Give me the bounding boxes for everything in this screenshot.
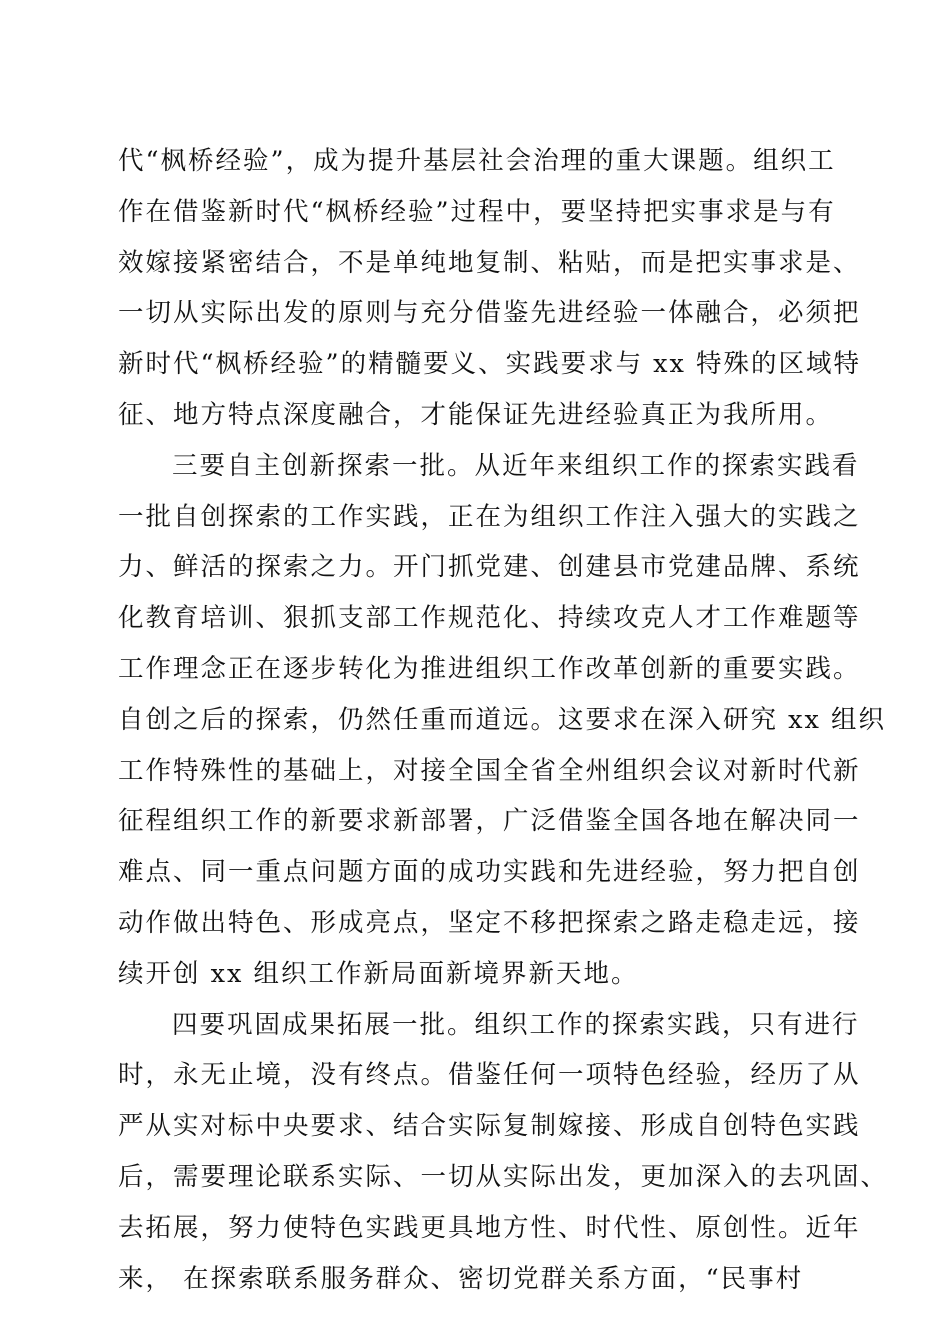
text-line: 一切从实际出发的原则与充分借鉴先进经验一体融合，必须把 <box>118 298 861 329</box>
text-line: 代“枫桥经验”，成为提升基层社会治理的重大课题。组织工 <box>118 146 836 176</box>
text-line: 时，永无止境，没有终点。借鉴任何一项特色经验，经历了从 <box>118 1060 861 1091</box>
text-line: 难点、同一重点问题方面的成功实践和先进经验，努力把自创 <box>118 857 861 888</box>
text-line: 去拓展，努力使特色实践更具地方性、时代性、原创性。近年 <box>118 1212 861 1243</box>
text-line: 自创之后的探索，仍然任重而道远。这要求在深入研究 xx 组织 <box>118 704 886 735</box>
text-line: 化教育培训、狠抓支部工作规范化、持续攻克人才工作难题等 <box>118 603 861 634</box>
text-line: 动作做出特色、形成亮点，坚定不移把探索之路走稳走远，接 <box>118 907 861 938</box>
text-line: 效嫁接紧密结合，不是单纯地复制、粘贴，而是把实事求是、 <box>118 247 861 278</box>
paragraph-start-line: 四要巩固成果拓展一批。组织工作的探索实践，只有进行 <box>172 1009 860 1040</box>
text-line: 严从实对标中央要求、结合实际复制嫁接、形成自创特色实践 <box>118 1111 861 1142</box>
text-line: 新时代“枫桥经验”的精髓要义、实践要求与 xx 特殊的区域特 <box>118 349 862 380</box>
text-line: 工作理念正在逐步转化为推进组织工作改革创新的重要实践。 <box>118 653 861 684</box>
text-line: 征程组织工作的新要求新部署，广泛借鉴全国各地在解决同一 <box>118 806 861 837</box>
text-line: 续开创 xx 组织工作新局面新境界新天地。 <box>118 958 639 989</box>
text-line: 来， 在探索联系服务群众、密切党群关系方面，“民事村 <box>118 1263 804 1294</box>
text-line: 作在借鉴新时代“枫桥经验”过程中，要坚持把实事求是与有 <box>118 196 836 227</box>
text-line: 后，需要理论联系实际、一切从实际出发，更加深入的去巩固、 <box>118 1161 889 1192</box>
text-line: 工作特殊性的基础上，对接全国全省全州组织会议对新时代新 <box>118 755 861 786</box>
text-line: 力、鲜活的探索之力。开门抓党建、创建县市党建品牌、系统 <box>118 552 861 583</box>
body-text <box>118 136 889 1304</box>
text-line: 征、地方特点深度融合，才能保证先进经验真正为我所用。 <box>118 399 834 430</box>
text-line: 一批自创探索的工作实践，正在为组织工作注入强大的实践之 <box>118 501 861 532</box>
paragraph-start-line: 三要自主创新探索一批。从近年来组织工作的探索实践看 <box>172 450 860 481</box>
